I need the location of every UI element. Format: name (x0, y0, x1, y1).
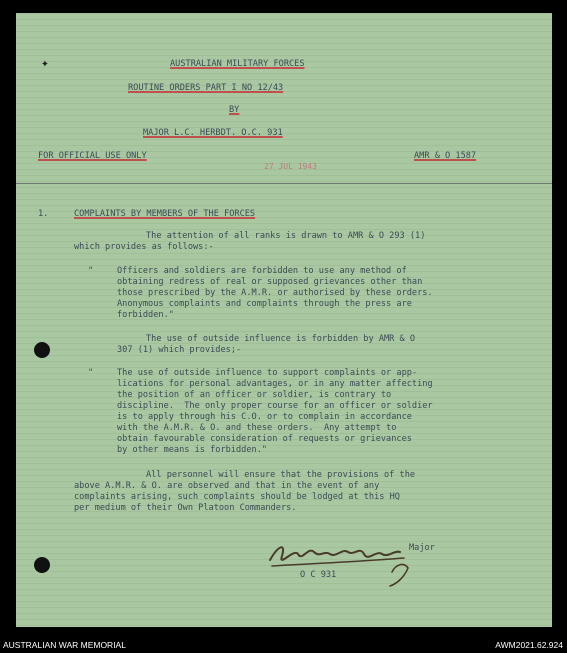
para-2-line-2: 307 (1) which provides;- (117, 345, 242, 355)
quote-1-mark: " (88, 266, 94, 276)
quote-2-line: the position of an officer or soldier, is contrary to (117, 390, 392, 400)
official-use-note: FOR OFFICIAL USE ONLY (38, 151, 147, 161)
quote-2-line: by other means is forbidden." (117, 445, 268, 455)
punch-hole-top (34, 342, 50, 358)
quote-1-line: Anonymous complaints and complaints through the press are (117, 299, 412, 309)
quote-2-line: The use of outside influence to support complaints or app- (117, 368, 418, 378)
quote-2-line: discipline. The only proper course for an officer or soldier (117, 401, 433, 411)
quote-2-mark: " (88, 368, 94, 378)
header-line-4: MAJOR L.C. HERBDT. O.C. 931 (143, 128, 283, 138)
quote-1-line: Officers and soldiers are forbidden to use any method of (117, 266, 407, 276)
header-line-2: ROUTINE ORDERS PART I NO 12/43 (128, 83, 284, 93)
para-1-line-2: which provides as follows:- (74, 242, 214, 252)
archive-reference: AWM2021.62.924 (495, 640, 563, 650)
quote-2-line: is to apply through his C.O. or to complain in accordance (117, 412, 412, 422)
para-3-line: per medium of their Own Platoon Commanders. (74, 503, 297, 513)
para-3-line: All personnel will ensure that the provisions of the (146, 470, 416, 480)
quote-1-line: those prescribed by the A.M.R. or authorised by these orders. (117, 288, 433, 298)
header-line-1: AUSTRALIAN MILITARY FORCES (170, 59, 305, 69)
section-number: 1. (38, 209, 49, 219)
quote-2-line: with the A.M.R. & O. and these orders. Any attempt to (117, 423, 397, 433)
signatory-rank: Major (409, 543, 435, 553)
header-line-3: BY (229, 105, 240, 115)
punch-mark: ✦ (41, 56, 49, 71)
para-3-line: above A.M.R. & O. are observed and that in the event of any (74, 481, 380, 491)
document-page (16, 13, 552, 627)
section-title: COMPLAINTS BY MEMBERS OF THE FORCES (74, 209, 256, 219)
order-reference: AMR & O 1587 (414, 151, 477, 161)
archive-credit: AUSTRALIAN WAR MEMORIAL (3, 640, 126, 650)
quote-1-line: obtaining redress of real or supposed grievances other than (117, 277, 423, 287)
quote-1-line: forbidden." (117, 310, 174, 320)
quote-2-line: lications for personal advantages, or in any matter affecting (117, 379, 433, 389)
para-3-line: complaints arising, such complaints should be lodged at this HQ (74, 492, 400, 502)
header-divider (16, 183, 552, 184)
punch-hole-bottom (34, 557, 50, 573)
para-1-line-1: The attention of all ranks is drawn to AMR & O 293 (1) (146, 231, 426, 241)
date-stamp: 27 JUL 1943 (264, 162, 317, 171)
quote-2-line: obtain favourable consideration of requests or grievances (117, 434, 412, 444)
handwritten-signature (264, 528, 424, 588)
signatory-unit: O C 931 (300, 570, 337, 580)
para-2-line-1: The use of outside influence is forbidden by AMR & O (146, 334, 416, 344)
